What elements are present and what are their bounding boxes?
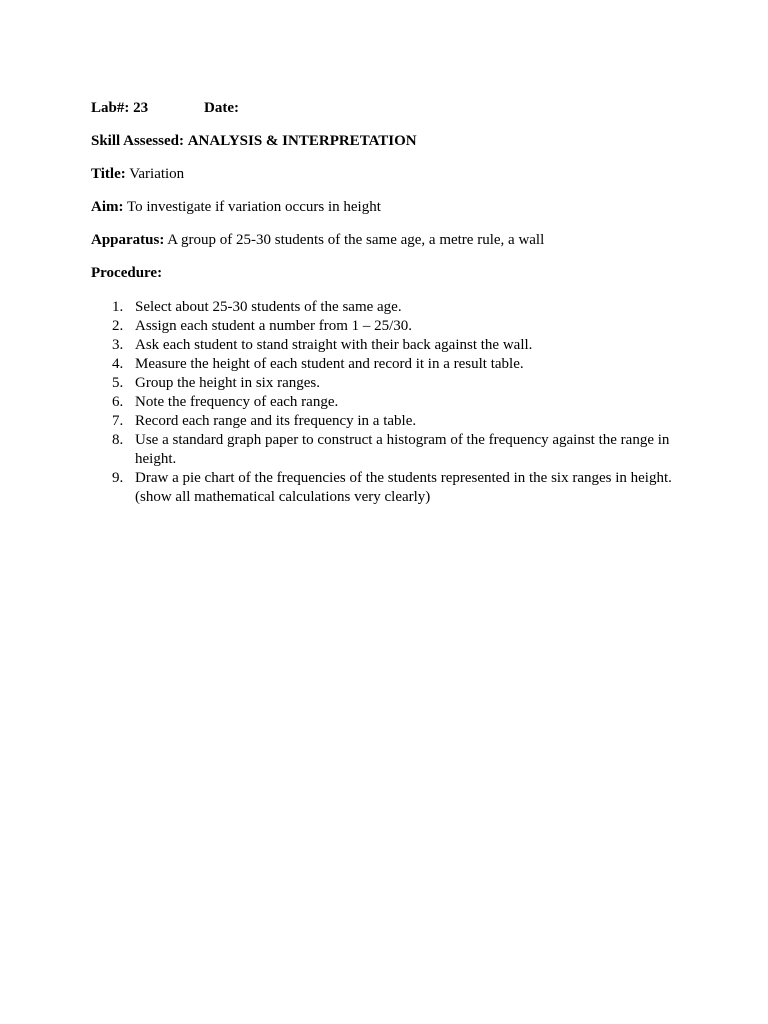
procedure-heading: Procedure: bbox=[91, 265, 163, 281]
skill-assessed bbox=[91, 132, 691, 151]
list-item bbox=[91, 393, 691, 412]
step-text: Measure the height of each student and record it in a result table. bbox=[135, 356, 524, 372]
list-item bbox=[91, 355, 691, 374]
step-text: Note the frequency of each range. bbox=[135, 394, 339, 410]
list-item bbox=[91, 469, 691, 507]
title-label: Title: bbox=[91, 166, 126, 182]
step-number: 3. bbox=[112, 337, 124, 353]
step-number: 2. bbox=[112, 318, 124, 334]
step-text: Record each range and its frequency in a table. bbox=[135, 413, 417, 429]
list-item bbox=[91, 412, 691, 431]
step-number: 4. bbox=[112, 356, 124, 372]
apparatus-value: A group of 25-30 students of the same age, a metre rule, a wall bbox=[167, 232, 545, 248]
list-item bbox=[91, 431, 691, 469]
step-text: Draw a pie chart of the frequencies of the students represented in the six ranges in height. (show all mathematical calculations very clearly) bbox=[135, 470, 672, 505]
step-text: Ask each student to stand straight with their back against the wall. bbox=[135, 337, 533, 353]
list-item bbox=[91, 317, 691, 336]
lab-header bbox=[91, 99, 691, 118]
step-text: Use a standard graph paper to construct a histogram of the frequency against the range in height. bbox=[135, 432, 670, 467]
skill-label: Skill Assessed: bbox=[91, 133, 184, 149]
skill-value: ANALYSIS & INTERPRETATION bbox=[187, 133, 417, 149]
procedure-steps bbox=[91, 298, 691, 507]
step-text: Assign each student a number from 1 – 25/30. bbox=[135, 318, 413, 334]
list-item bbox=[91, 298, 691, 317]
title-value: Variation bbox=[129, 166, 185, 182]
step-number: 6. bbox=[112, 394, 124, 410]
step-number: 5. bbox=[112, 375, 124, 391]
step-number: 8. bbox=[112, 432, 124, 448]
apparatus-label: Apparatus: bbox=[91, 232, 165, 248]
aim-value: To investigate if variation occurs in height bbox=[126, 199, 381, 215]
title-line bbox=[91, 165, 691, 184]
step-number: 1. bbox=[112, 299, 124, 315]
list-item bbox=[91, 374, 691, 393]
lab-label: Lab#: bbox=[91, 100, 130, 116]
lab-number bbox=[91, 99, 204, 118]
aim-line bbox=[91, 198, 691, 217]
apparatus-line bbox=[91, 231, 691, 250]
date-label: Date: bbox=[204, 100, 239, 116]
step-text: Select about 25-30 students of the same age. bbox=[135, 299, 402, 315]
step-number: 9. bbox=[112, 470, 124, 486]
list-item bbox=[91, 336, 691, 355]
aim-label: Aim: bbox=[91, 199, 124, 215]
lab-document bbox=[91, 99, 691, 507]
step-text: Group the height in six ranges. bbox=[135, 375, 320, 391]
lab-number-value: 23 bbox=[133, 100, 149, 116]
step-number: 7. bbox=[112, 413, 124, 429]
